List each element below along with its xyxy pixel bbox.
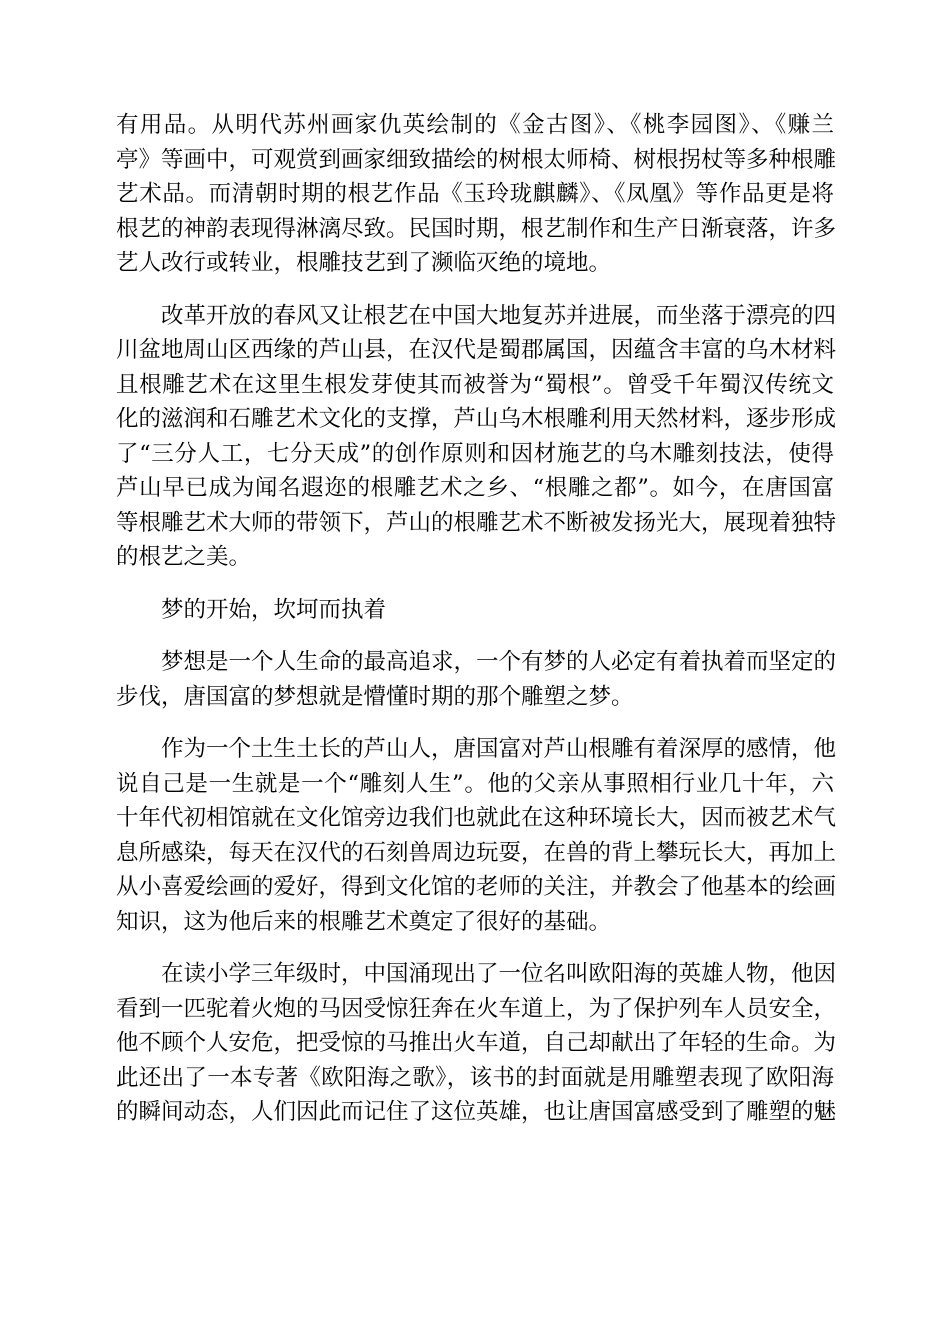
text-line: 艺术品。而清朝时期的根艺作品《玉玲珑麒麟》、《凤凰》等作品更是将 (116, 181, 834, 207)
text-line: 十年代初相馆就在文化馆旁边我们也就此在这种环境长大，因而被艺术气 (116, 805, 837, 831)
text-line: 从小喜爱绘画的爱好，得到文化馆的老师的关注，并教会了他基本的绘画 (116, 874, 837, 900)
text-line: 此还出了一本专著《欧阳海之歌》，该书的封面就是用雕塑表现了欧阳海 (116, 1064, 834, 1091)
paragraph-childhood (116, 732, 837, 939)
document-page (116, 108, 837, 1148)
text-line: 改革开放的春风又让根艺在中国大地复苏并进展，而坐落于漂亮的四 (161, 302, 837, 329)
text-line: 息所感染，每天在汉代的石刻兽周边玩耍，在兽的背上攀玩长大，再加上 (116, 839, 837, 866)
text-line: 且根雕艺术在这里生根发芽使其而被誉为“蜀根”。曾受千年蜀汉传统文 (116, 371, 834, 398)
text-line: 作为一个土生土长的芦山人，唐国富对芦山根雕有着深厚的感情，他 (161, 736, 837, 762)
text-line: 看到一匹驼着火炮的马因受惊狂奔在火车道上，为了保护列车人员安全， (116, 995, 837, 1022)
text-line: 说自己是一生就是一个“雕刻人生”。他的父亲从事照相行业几十年，六 (116, 770, 834, 797)
text-line: 化的滋润和石雕艺术文化的支撑，芦山乌木根雕利用天然材料，逐步形成 (116, 406, 837, 432)
text-line: 步伐，唐国富的梦想就是懵懂时期的那个雕塑之梦。 (116, 683, 634, 710)
section-heading: 梦的开始，坎坷而执着 (161, 596, 387, 623)
paragraph-dream-pursuit (116, 645, 837, 714)
text-line: 梦想是一个人生命的最高追求，一个有梦的人必定有着执着而坚定的 (161, 649, 837, 675)
text-line: 芦山早已成为闻名遐迩的根雕艺术之乡、“根雕之都”。如今，在唐国富 (116, 475, 834, 501)
text-line: 亭》等画中，可观赏到画家细致描绘的树根太师椅、树根拐杖等多种根雕 (116, 146, 837, 173)
text-line: 他不顾个人安危，把受惊的马推出火车道，自己却献出了年轻的生命。为 (116, 1030, 837, 1056)
text-line: 知识，这为他后来的根雕艺术奠定了很好的基础。 (116, 908, 612, 935)
text-line: 有用品。从明代苏州画家仇英绘制的《金古图》、《桃李园图》、《赚兰 (116, 112, 834, 138)
text-line: 的根艺之美。 (116, 544, 252, 570)
text-line: 根艺的神韵表现得淋漓尽致。民国时期，根艺制作和生产日渐衰落，许多 (116, 215, 837, 242)
text-line: 在读小学三年级时，中国涌现出了一位名叫欧阳海的英雄人物，他因 (161, 961, 837, 987)
text-line: 了“三分人工，七分天成”的创作原则和因材施艺的乌木雕刻技法，使得 (116, 440, 834, 467)
paragraph-ouyang-hai (116, 957, 837, 1130)
paragraph-lushan-revival (116, 299, 837, 575)
text-line: 艺人改行或转业，根雕技艺到了濒临灭绝的境地。 (116, 250, 612, 276)
text-line: 川盆地周山区西缘的芦山县，在汉代是蜀郡属国，因蕴含丰富的乌木材料 (116, 337, 837, 363)
text-line: 等根雕艺术大师的带领下，芦山的根雕艺术不断被发扬光大，展现着独特 (116, 509, 837, 536)
paragraph-root-art-history (116, 108, 837, 281)
text-line: 的瞬间动态，人们因此而记住了这位英雄，也让唐国富感受到了雕塑的魅 (116, 1099, 837, 1125)
